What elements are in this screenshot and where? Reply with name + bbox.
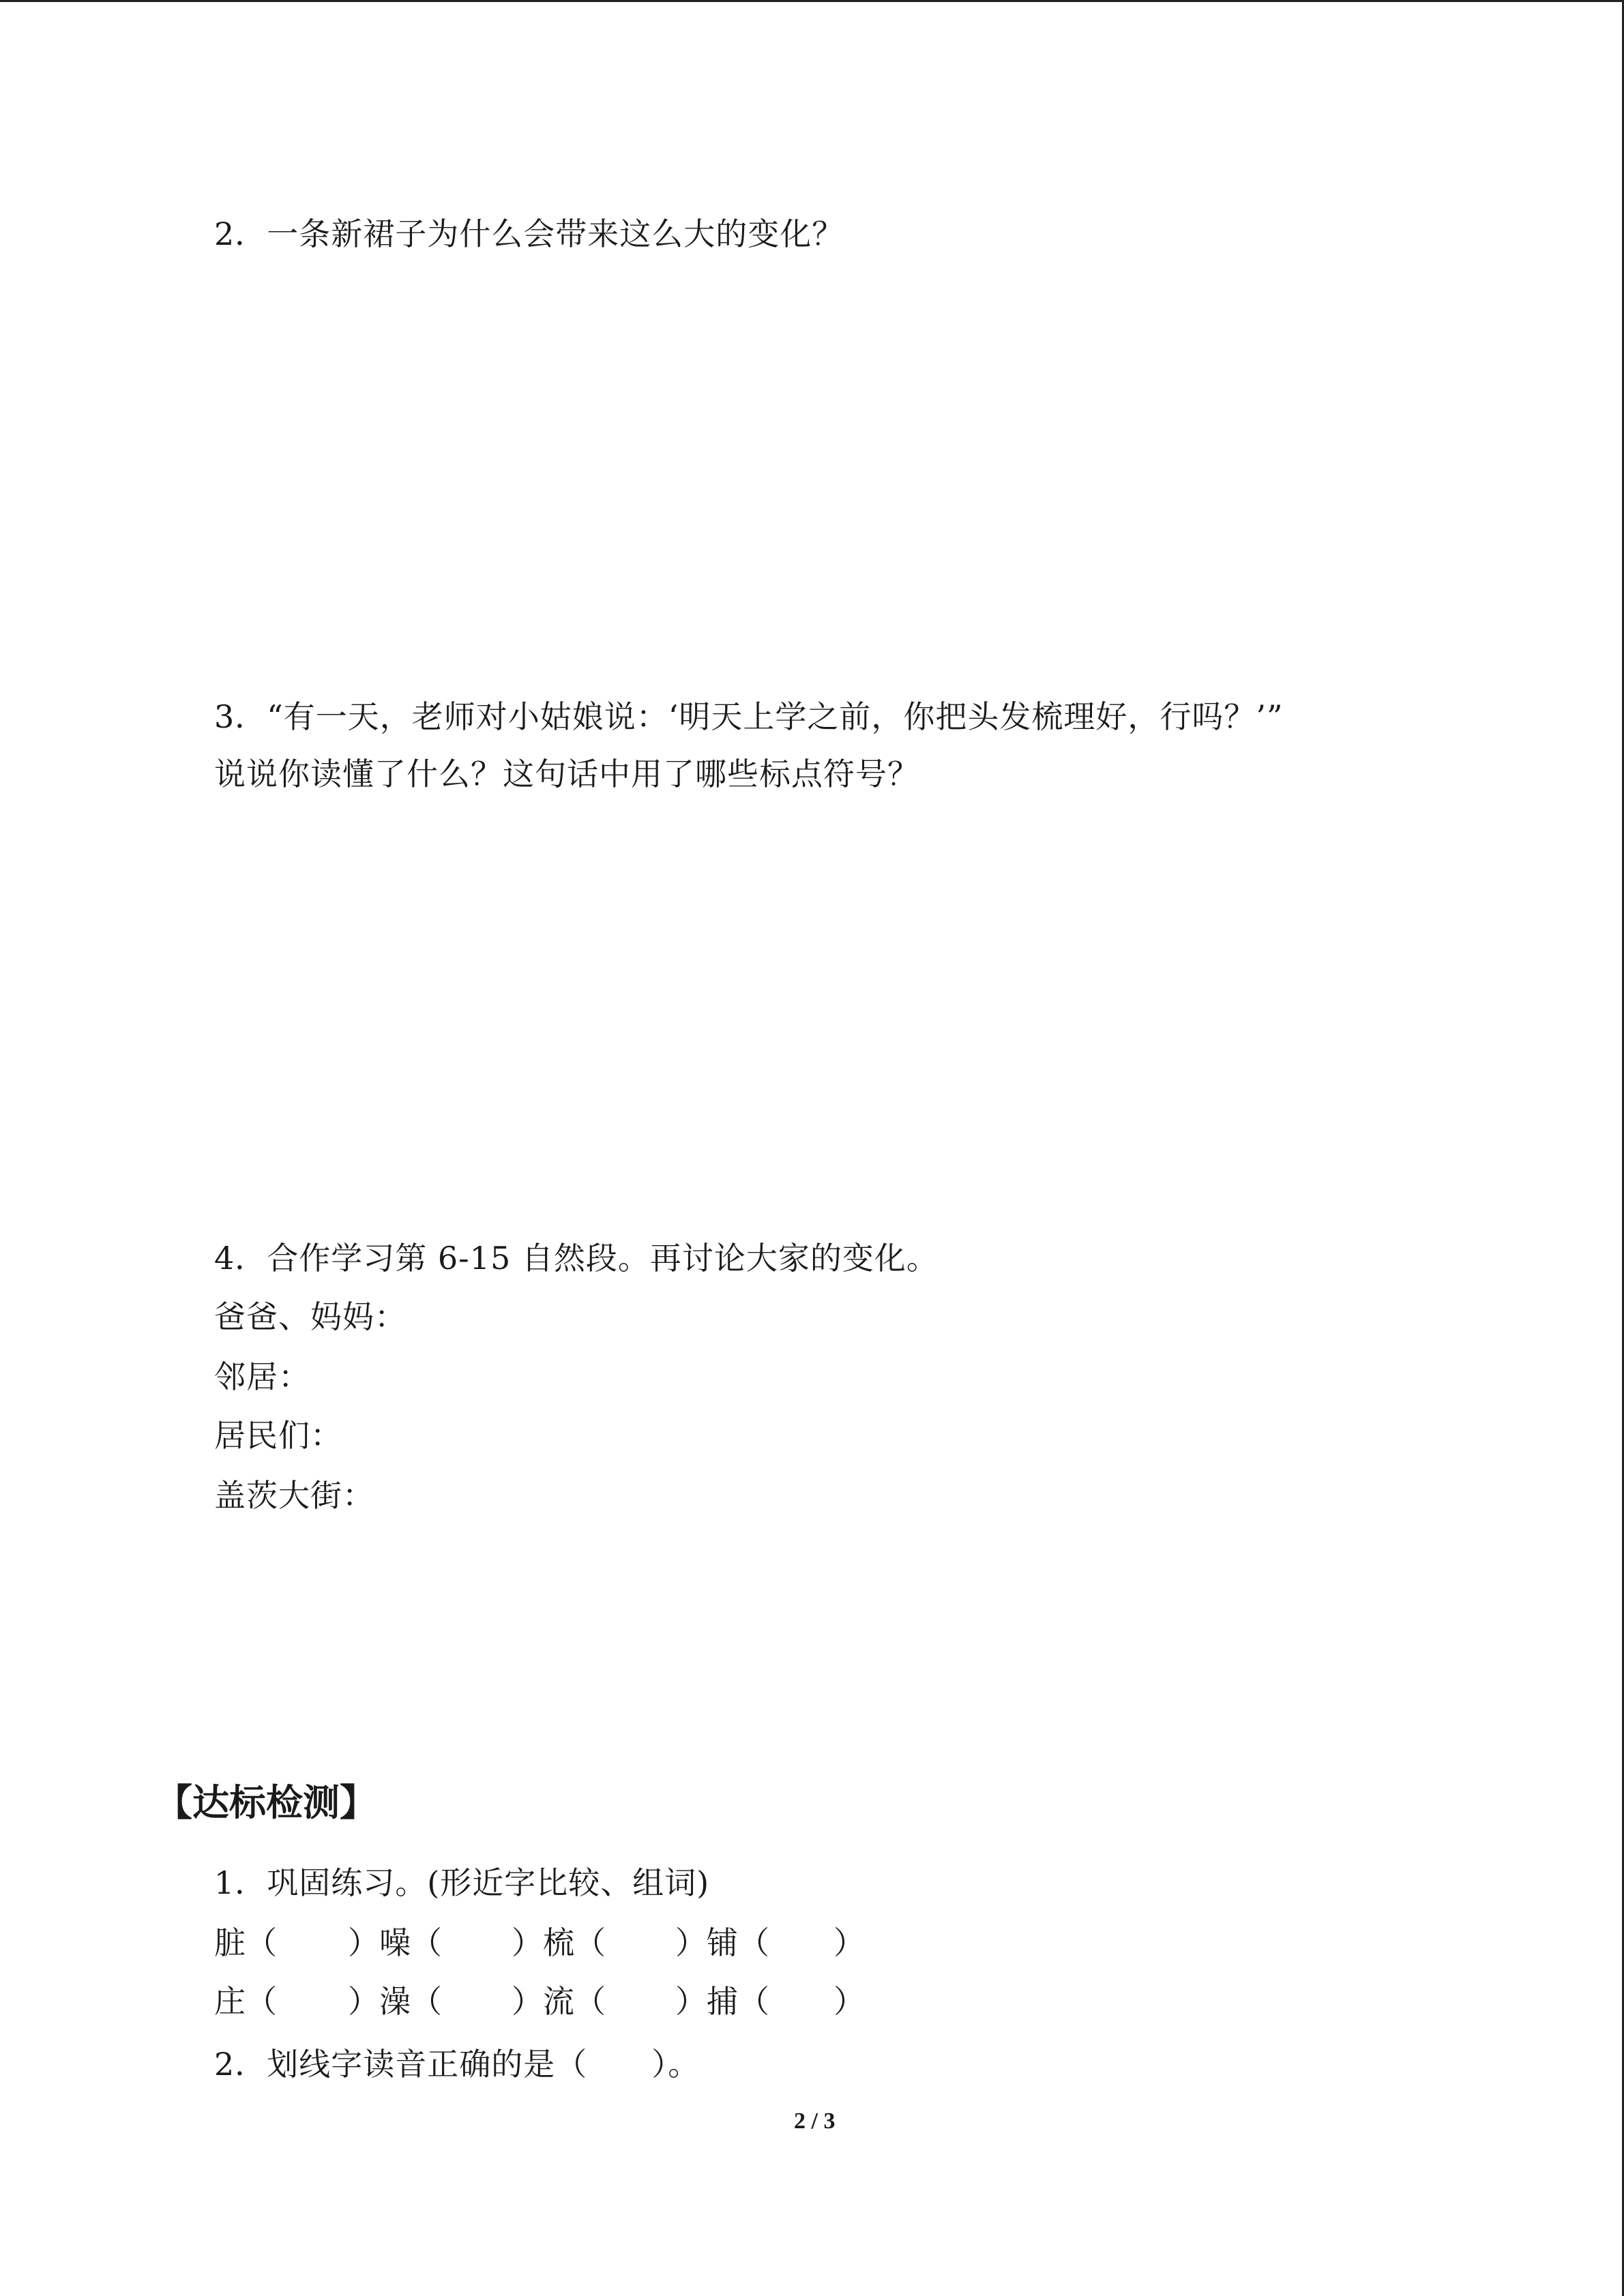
answer-label-parents: 爸爸、妈妈： <box>214 1298 407 1335</box>
question-3-line-2: 说说你读懂了什么？这句话中用了哪些标点符号？ <box>214 756 919 792</box>
word-cell: ）澡（ <box>348 1983 442 2020</box>
question-2: 2．一条新裙子为什么会带来这么大的变化？ <box>214 215 844 252</box>
word-cell: ） <box>833 1983 865 2020</box>
word-cell: 脏（ <box>214 1924 277 1961</box>
word-row-1 <box>214 1922 869 1963</box>
exercise-2-title: 2．划线字读音正确的是（ ）。 <box>214 2046 700 2083</box>
page-number: 2 / 3 <box>794 2108 836 2134</box>
word-cell: ）捕（ <box>675 1983 769 2020</box>
answer-label-street: 盖茨大街： <box>214 1477 374 1514</box>
section-heading: 【达标检测】 <box>156 1781 377 1824</box>
answer-label-residents: 居民们： <box>214 1417 342 1454</box>
word-cell: ）噪（ <box>348 1924 442 1961</box>
question-3-line-1: 3．“有一天，老师对小姑娘说：‘明天上学之前，你把头发梳理好，行吗？’” <box>214 698 1284 735</box>
word-row-2 <box>214 1981 869 2022</box>
word-cell: ）铺（ <box>675 1924 769 1961</box>
exercise-1-title: 1．巩固练习。(形近字比较、组词) <box>214 1864 710 1901</box>
answer-label-neighbor: 邻居： <box>214 1358 310 1395</box>
word-cell: ） <box>833 1924 865 1961</box>
word-cell: 庄（ <box>214 1983 277 2020</box>
question-4-line-1: 4．合作学习第 6-15 自然段。再讨论大家的变化。 <box>214 1240 939 1277</box>
word-cell: ）流（ <box>512 1983 606 2020</box>
word-cell: ）梳（ <box>512 1924 606 1961</box>
